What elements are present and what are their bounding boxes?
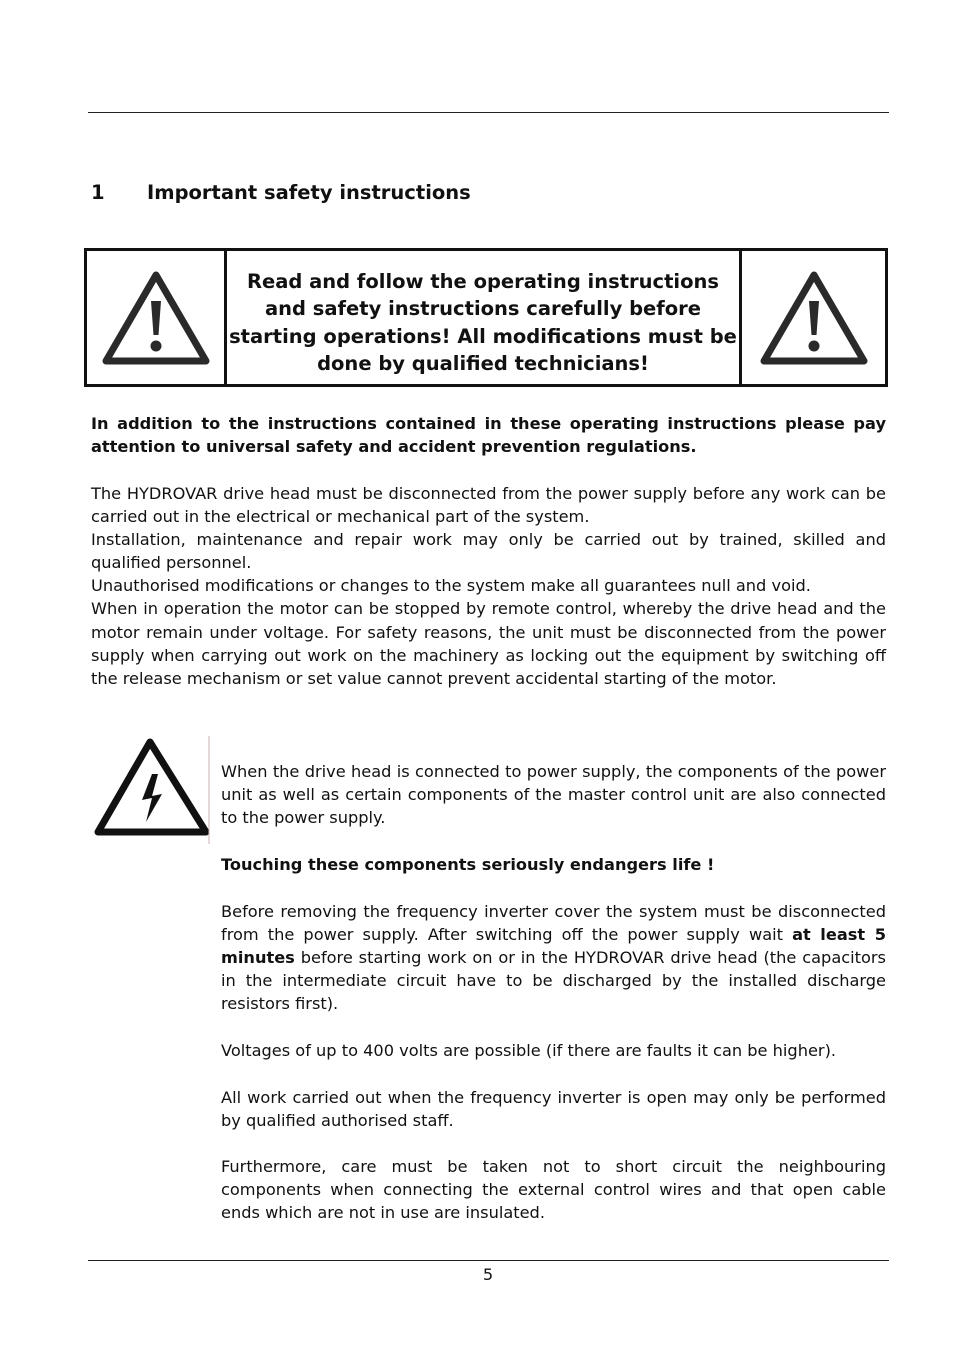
warning-triangle-icon <box>758 269 870 367</box>
body-paragraph: The HYDROVAR drive head must be disconnected from the power supply before any work can be carried out in the electrical or mechanical part of the system. <box>91 484 886 527</box>
high-voltage-icon <box>92 736 214 844</box>
voltage-level-paragraph: Voltages of up to 400 volts are possible (if there are faults it can be higher). <box>221 1041 837 1060</box>
page-number: 5 <box>482 1265 494 1284</box>
intro-paragraph: In addition to the instructions contained in these operating instructions please pay attention to universal safety and accident prevention regulations. <box>91 414 886 457</box>
body-paragraph: Installation, maintenance and repair work may only be carried out by trained, skilled and qualified personnel. <box>91 530 886 573</box>
header-rule <box>88 112 889 113</box>
danger-statement: Touching these components seriously endangers life ! <box>221 855 715 874</box>
section-number: 1 <box>91 181 105 204</box>
discharge-text-after: before starting work on or in the HYDROVAR drive head (the capacitors in the intermediate circuit have to be discharged by the installed discharge resistors first). <box>221 948 886 1014</box>
warning-box-text: Read and follow the operating instructions and safety instructions carefully before starting operations! All modifications must be done by qualified technicians! <box>229 269 737 375</box>
discharge-text-before: Before removing the frequency inverter cover the system must be disconnected from the power supply. After switching off the power supply wait <box>221 902 886 945</box>
short-circuit-paragraph: Furthermore, care must be taken not to short circuit the neighbouring components when connecting the external control wires and that open cable ends which are not in use are insulated. <box>221 1157 886 1223</box>
safety-body-text <box>91 482 886 690</box>
body-paragraph: Unauthorised modifications or changes to the system make all guarantees null and void. <box>91 576 811 596</box>
voltage-warning-paragraph: When the drive head is connected to power supply, the components of the power unit as well as certain components of the master control unit are also connected to the power supply. <box>221 762 886 828</box>
section-title: Important safety instructions <box>147 181 471 204</box>
warning-box-left-cell <box>87 251 227 384</box>
warning-triangle-icon <box>100 269 212 367</box>
wait-time-emphasis: at least 5 minutes <box>221 925 886 968</box>
section-heading <box>91 180 471 206</box>
warning-box-right-cell <box>739 251 885 384</box>
discharge-paragraph <box>221 900 886 1015</box>
footer-rule <box>88 1260 889 1261</box>
qualified-staff-paragraph: All work carried out when the frequency inverter is open may only be performed by qualified authorised staff. <box>221 1088 886 1131</box>
warning-box <box>84 248 888 387</box>
body-paragraph: When in operation the motor can be stopped by remote control, whereby the drive head and the motor remain under voltage. For safety reasons, the unit must be disconnected from the power supply when carrying out work on the machinery as locking out the equipment by switching off the release mechanism or set value cannot prevent accidental starting of the motor. <box>91 599 886 688</box>
